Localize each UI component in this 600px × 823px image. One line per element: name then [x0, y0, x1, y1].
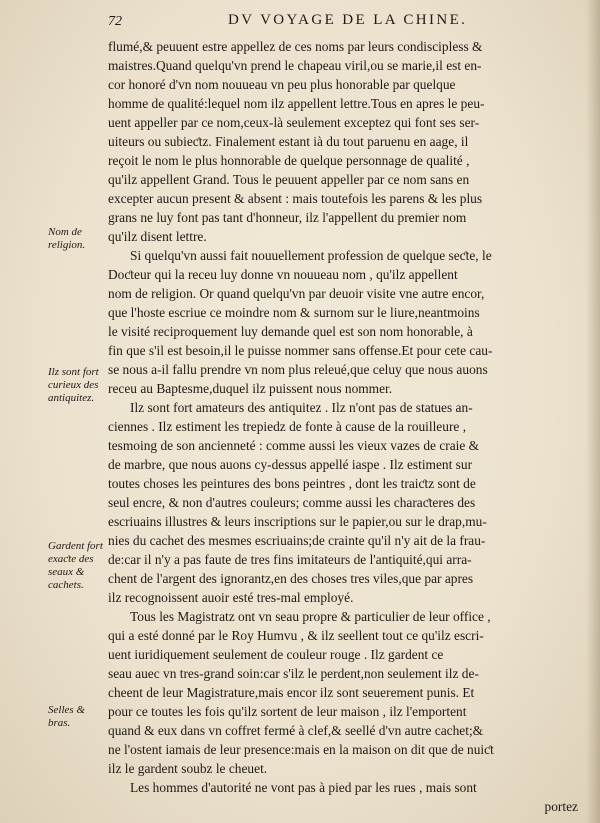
text-line: seul encre, & non d'autres couleurs; comme aussi les charaƈteres des — [108, 495, 476, 510]
text-line: receu au Baptesme,duquel ilz puissent nous nommer. — [108, 381, 393, 396]
text-line: quand & eux dans vn coffret fermé à clef,& seellé d'vn autre cachet;& — [108, 723, 484, 738]
text-line: ne l'ostent iamais de leur presence:mais en la maison on dit que de nuiƈt — [108, 742, 494, 757]
text-line: se nous a-il fallu prendre vn nom plus releué,que celuy que nous auons — [108, 362, 488, 377]
text-line: qu'ilz disent lettre. — [108, 229, 207, 244]
text-line: escriuains illustres & leurs inscriptions sur le papier,ou sur le drap,mu- — [108, 514, 487, 529]
text-line: grans ne luy font pas tant d'honneur, ilz l'appellent du premier nom — [108, 210, 467, 225]
text-line: uent appeller par ce nom,ceux-là seulement exceptez qui font ses ser- — [108, 115, 480, 130]
text-line: nom de religion. Or quand quelqu'vn par deuoir visite vne autre encor, — [108, 286, 485, 301]
text-line: chent de l'argent des ignorantz,en des choses tres viles,que par apres — [108, 571, 474, 586]
text-line: Doƈteur qui la receu luy donne vn nouueau nom , qu'ilz appellent — [108, 267, 458, 282]
text-line: qui a esté donné par le Roy Humvu , & ilz seellent tout ce qu'ilz escri- — [108, 628, 484, 643]
text-line: flumé,& peuuent estre appellez de ces noms par leurs condiscipless & — [108, 39, 483, 54]
text-line: le visité reciproquement luy demande quel est son nom honorable, à — [108, 324, 473, 339]
text-line: de marbre, que nous auons cy-dessus appellé iaspe . Ilz estiment sur — [108, 457, 473, 472]
text-line: qu'ilz appellent Grand. Tous le peuuent appeller par ce nom sans en — [108, 172, 470, 187]
text-line: pour ce toutes les fois qu'ilz sortent de leur maison , ilz l'emportent — [108, 704, 467, 719]
text-line: que l'hoste escriue ce moindre nom & surnom sur le liure,neantmoins — [108, 305, 480, 320]
text-line: excepter aucun present & absent : mais toutefois les parens & les plus — [108, 191, 483, 206]
text-line: uent iuridiquement seulement de couleur rouge . Ilz gardent ce — [108, 647, 444, 662]
text-line: maistres.Quand quelqu'vn prend le chapeau viril,ou se marie,il est en- — [108, 58, 482, 73]
text-line: toutes choses les peintures des bons peintres , dont les traiƈtz sont de — [108, 476, 476, 491]
text-line: ciennes . Ilz estiment les trepiedz de fonte à cause de la rouilleure , — [108, 419, 467, 434]
text-line: ilz recognoissent auoir esté tres-mal employé. — [108, 590, 354, 605]
text-line: nies du cachet des mesmes escriuains;de crainte qu'il n'y ait de la frau- — [108, 533, 486, 548]
text-line: reçoit le nom le plus honnorable de quelque personnage de qualité , — [108, 153, 470, 168]
margin-note-antiquities: Ilz sont fort curieux des antiquitez. — [48, 366, 99, 404]
margin-note-religion: Nom de religion. — [48, 226, 86, 251]
page-number: 72 — [108, 14, 122, 29]
running-title: DV VOYAGE DE LA CHINE. — [228, 12, 468, 28]
margin-note-chairs: Selles & bras. — [48, 704, 85, 729]
catchword: portez — [544, 799, 578, 814]
body-text — [108, 37, 580, 816]
text-line: cor honoré d'vn nom nouueau vn peu plus honorable par quelque — [108, 77, 456, 92]
text-line: fin que s'il est besoin,il le puisse nommer sans offense.Et pour cete cau- — [108, 343, 493, 358]
text-line: Si quelqu'vn aussi fait nouuellement profession de quelque seƈte, le — [130, 248, 492, 263]
page-edge-shadow — [586, 0, 600, 823]
text-line: Les hommes d'autorité ne vont pas à pied par les rues , mais sont — [130, 780, 477, 795]
text-line: uiteurs ou subieƈtz. Finalement estant ià du tout paruenu en aage, il — [108, 134, 469, 149]
text-line: cheent de leur Magistrature,mais encor ilz sont seuerement punis. Et — [108, 685, 475, 700]
text-line: Ilz sont fort amateurs des antiquitez . Ilz n'ont pas de statues an- — [130, 400, 473, 415]
text-line: ilz le gardent soubz le cheuet. — [108, 761, 268, 776]
margin-notes — [0, 0, 108, 823]
margin-note-seals: Gardent fort exaƈte des seaux & cachets. — [48, 540, 103, 591]
text-line: de:car il n'y a pas faute de tres fins imitateurs de l'antiquité,qui arra- — [108, 552, 472, 567]
text-line: homme de qualité:lequel nom ilz appellent lettre.Tous en apres le peu- — [108, 96, 485, 111]
text-line: Tous les Magistratz ont vn seau propre & particulier de leur office , — [130, 609, 491, 624]
text-line: tesmoing de son ancienneté : comme aussi les vieux vazes de craie & — [108, 438, 480, 453]
text-line: seau auec vn tres-grand soin:car s'ilz le perdent,non seulement ilz de- — [108, 666, 479, 681]
